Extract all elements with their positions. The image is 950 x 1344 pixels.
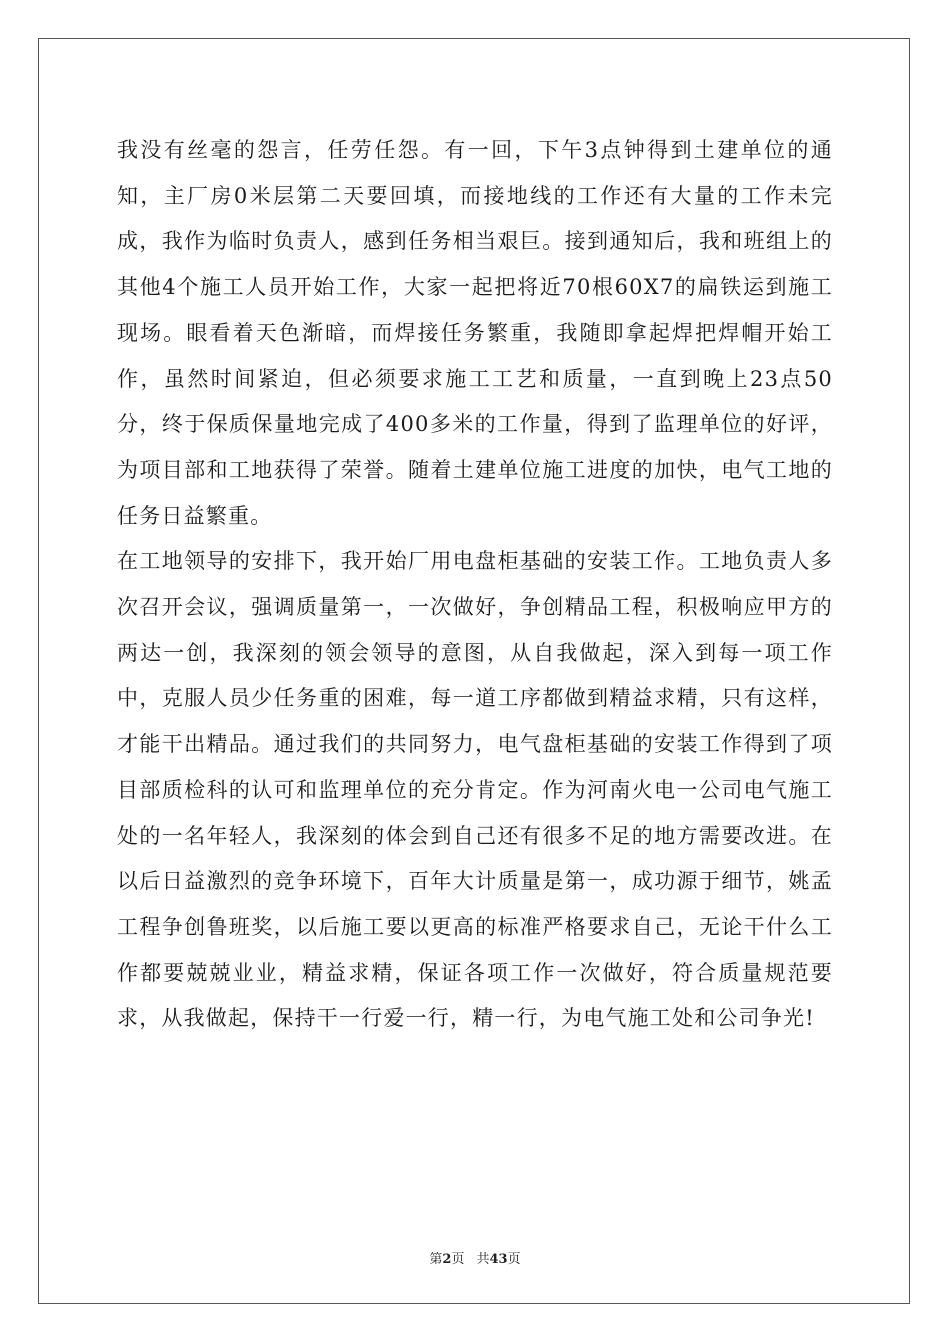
total-page-count: 43 [489, 1252, 508, 1267]
current-page-number: 2 [442, 1252, 452, 1267]
paragraph-2: 在工地领导的安排下，我开始厂用电盘柜基础的安装工作。工地负责人多次召开会议，强调质量第一，一次做好，争创精品工程，积极响应甲方的两达一创，我深刻的领会领导的意图，从自我做起，深入到每一项工作中，克服人员少任务重的困难，每一道工序都做到精益求精，只有这样，才能干出精品。通过我们的共同努力，电气盘柜基础的安装工作得到了项目部质检科的认可和监理单位的充分肯定。作为河南火电一公司电气施工处的一名年轻人，我深刻的体会到自己还有很多不足的地方需要改进。在以后日益激烈的竞争环境下，百年大计质量是第一，成功源于细节，姚孟工程争创鲁班奖，以后施工要以更高的标准严格要求自己，无论干什么工作都要兢兢业业，精益求精，保证各项工作一次做好，符合质量规范要求，从我做起，保持干一行爱一行，精一行，为电气施工处和公司争光! [117, 549, 833, 1031]
paragraph-1: 我没有丝毫的怨言，任劳任怨。有一回，下午3点钟得到土建单位的通知，主厂房0米层第二天要回填，而接地线的工作还有大量的工作未完成，我作为临时负责人，感到任务相当艰巨。接到通知后，我和班组上的其他4个施工人员开始工作，大家一起把将近70根60X7的扁铁运到施工现场。眼看着天色渐暗，而焊接任务繁重，我随即拿起焊把焊帽开始工作，虽然时间紧迫，但必须要求施工工艺和质量，一直到晚上23点50分，终于保质保量地完成了400多米的工作量，得到了监理单位的好评，为项目部和工地获得了荣誉。随着土建单位施工进度的加快，电气工地的任务日益繁重。 [117, 138, 833, 528]
footer-prefix: 第 [429, 1252, 443, 1267]
document-body [117, 128, 833, 1042]
footer-total-suffix: 页 [507, 1252, 521, 1267]
footer-page-suffix: 页 [451, 1252, 465, 1267]
footer-total-prefix: 共 [476, 1252, 490, 1267]
page-footer [0, 1248, 950, 1267]
